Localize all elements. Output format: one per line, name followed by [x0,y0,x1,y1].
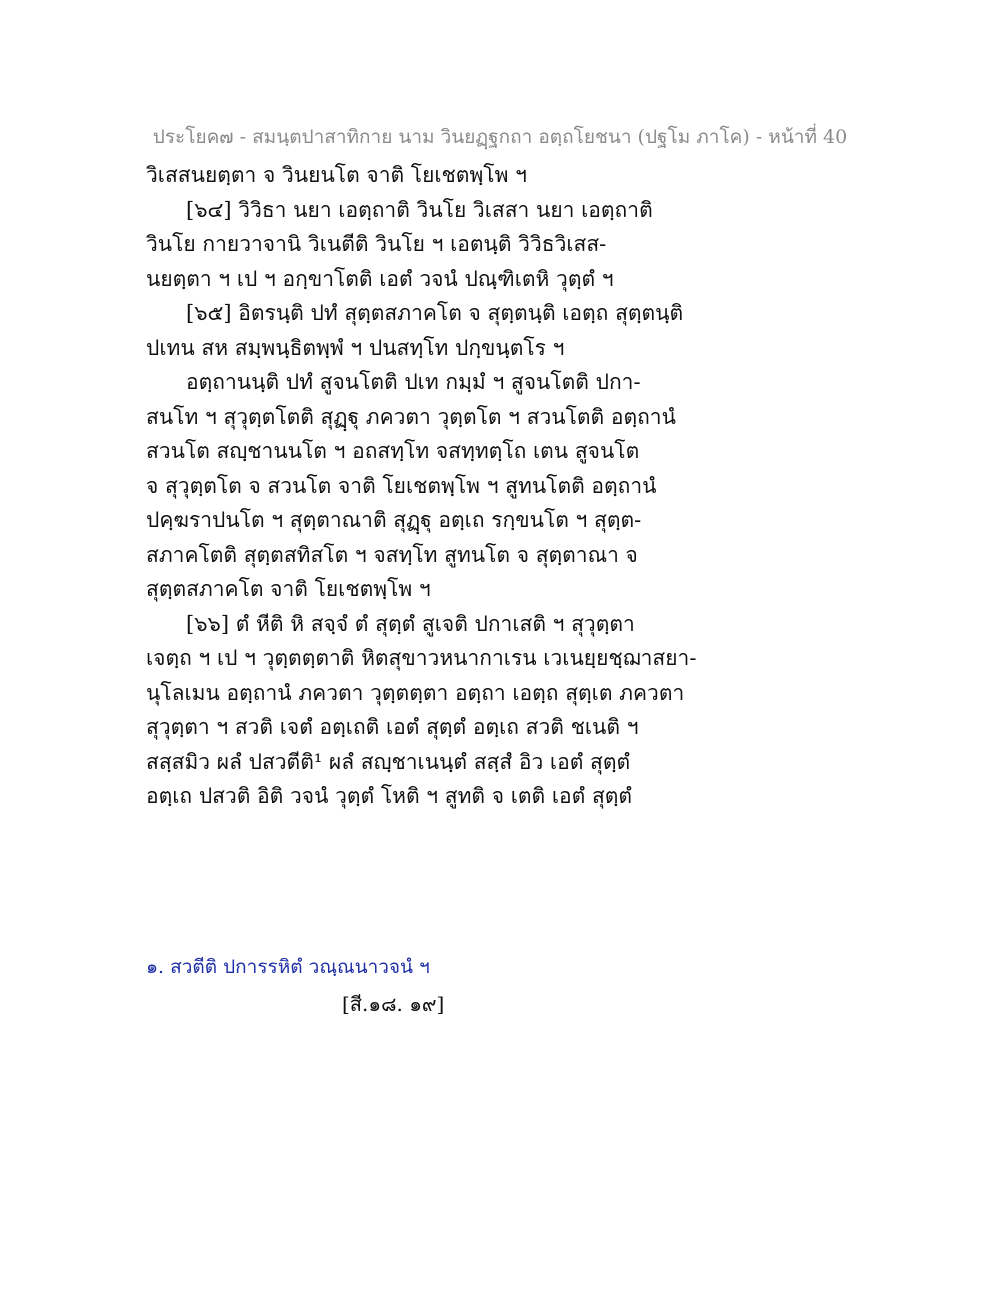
text-line: [๖๔] วิวิธา นยา เอตฺถาติ วินโย วิเสสา นยา เอตฺถาติ [186,197,653,222]
text-line: นุโลเมน อตฺถานํ ภควตา วุตฺตตฺตา อตฺถา เอตฺถ สุตฺเต ภควตา [146,680,685,705]
page-header: ประโยค๗ - สมนฺตปาสาทิกาย นาม วินยฏฺฐกถา อตฺถโยชนา (ปฐโม ภาโค) - หน้าที่ 40 [152,126,848,148]
text-line: ปเทน สห สมฺพนฺธิตพฺพํ ฯ ปนสทฺโท ปกฺขนฺตโร ฯ [146,335,565,360]
text-line: สสฺสมิว ผลํ ปสวตีติ¹ ผลํ สญฺชาเนนฺตํ สสฺสํ อิว เอตํ สุตฺตํ [146,749,631,774]
text-line: [๖๕] อิตรนฺติ ปทํ สุตฺตสภาคโต จ สุตฺตนฺติ เอตฺถ สุตฺตนฺติ [186,301,684,325]
body-text [146,158,697,814]
text-line: อตฺเถ ปสวติ อิติ วจนํ วุตฺตํ โหติ ฯ สูทติ จ เตติ เอตํ สุตฺตํ [146,784,633,808]
text-line: สุตฺตสภาคโต จาติ โยเชตพฺโพ ฯ [146,577,431,601]
text-line: ปคฺฆราปนโต ฯ สุตฺตาณาติ สุฏฺฐุ อตฺเถ รกฺขนโต ฯ สุตฺต- [146,508,642,532]
text-line: จ สุวุตฺตโต จ สวนโต จาติ โยเชตพฺโพ ฯ สูทนโตติ อตฺถานํ [146,473,657,498]
text-line: เจตฺถ ฯ เป ฯ วุตฺตตฺตาติ หิตสุขาวหนากาเรน เวเนยฺยชฺฌาสยา- [146,646,697,670]
footnote: ๑. สวตีติ ปการรหิตํ วณฺณนาวจนํ ฯ [146,956,430,978]
text-line: สนโท ฯ สุวุตฺตโตติ สุฏฺฐุ ภควตา วุตฺตโต ฯ สวนโตติ อตฺถานํ [146,404,676,429]
text-line: วินโย กายวาจานิ วิเนตีติ วินโย ฯ เอตนฺติ วิวิธวิเสส- [146,232,607,256]
text-line: สวนโต สญฺชานนโต ฯ อถสทฺโท จสทฺทตฺโถ เตน สูจนโต [146,439,640,463]
text-line: [๖๖] ตํ หีติ หิ สจฺจํ ตํ สุตฺตํ สูเจติ ปกาเสติ ฯ สุวุตฺตา [186,611,635,636]
page-reference: [สี.๑๘. ๑๙] [342,992,445,1016]
text-line: นยตฺตา ฯ เป ฯ อกฺขาโตติ เอตํ วจนํ ปณฺฑิเตหิ วุตฺตํ ฯ [146,266,614,291]
text-line: วิเสสนยตฺตา จ วินยนโต จาติ โยเชตพฺโพ ฯ [146,163,527,187]
text-line: สภาคโตติ สุตฺตสทิสโต ฯ จสทฺโท สูทนโต จ สุตฺตาณา จ [146,542,638,567]
text-line: สุวุตฺตา ฯ สวติ เจตํ อตฺเถติ เอตํ สุตฺตํ อตฺเถ สวติ ชเนติ ฯ [146,715,639,739]
text-line: อตฺถานนฺติ ปทํ สูจนโตติ ปเท กมฺมํ ฯ สูจนโตติ ปกา- [186,370,641,394]
